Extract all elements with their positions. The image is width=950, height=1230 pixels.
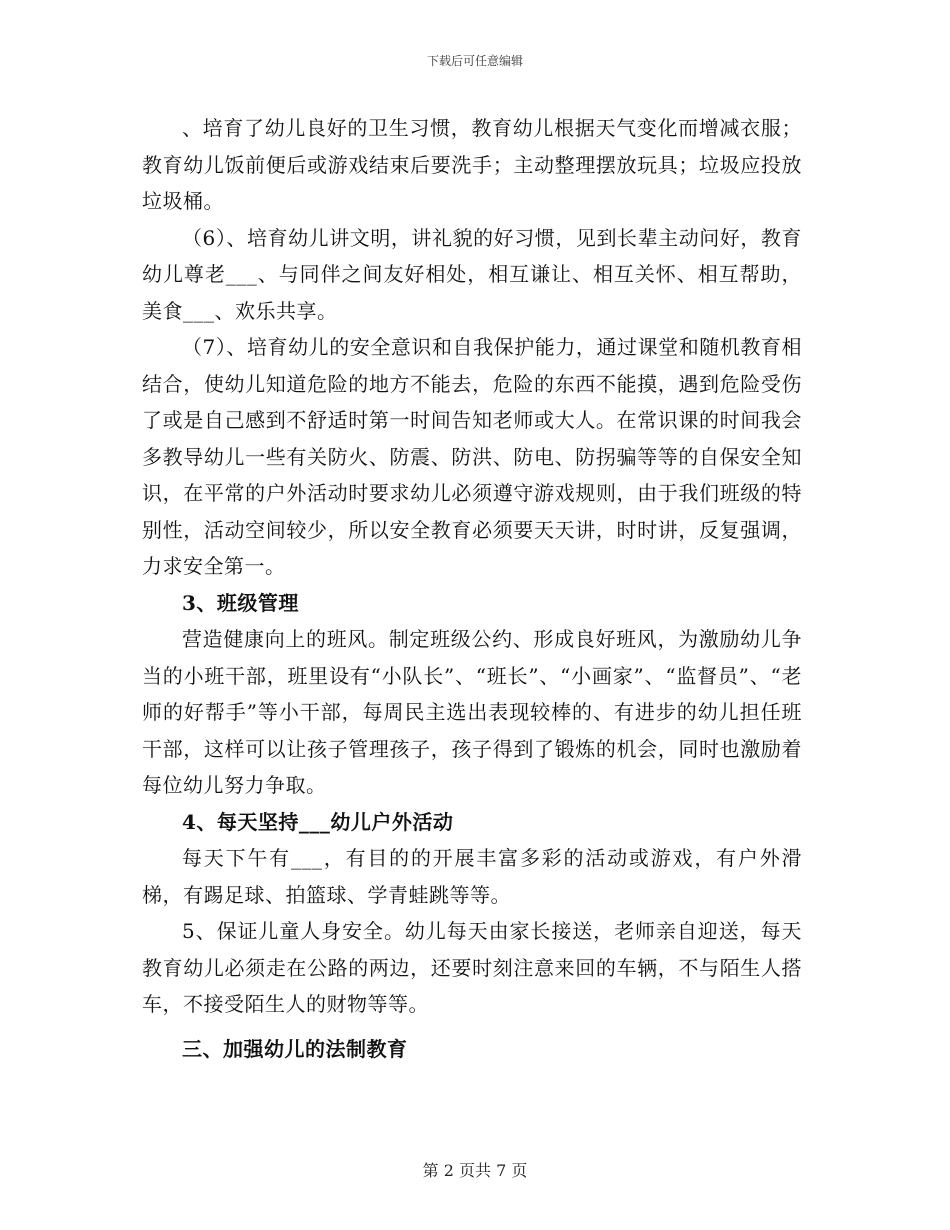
heading-outdoor-activity: 4、每天坚持___幼儿户外活动 xyxy=(182,809,454,834)
paragraph-outdoor-activity: 每天下午有___，有目的的开展丰富多彩的活动或游戏，有户外滑梯，有踢足球、拍篮球、学青蛙跳等等。 xyxy=(142,846,802,907)
paragraph-personal-safety: 5、保证儿童人身安全。幼儿每天由家长接送，老师亲自迎送，每天教育幼儿必须走在公路的两边，还要时刻注意来回的车辆，不与陌生人搭车，不接受陌生人的财物等等。 xyxy=(142,919,802,1016)
paragraph-class-management: 营造健康向上的班风。制定班级公约、形成良好班风，为激励幼儿争当的小班干部，班里设有“小队长”、“班长”、“小画家”、“监督员”、“老师的好帮手”等小干部，每周民主选出表现较棒的、有进步的幼儿担任班干部，这样可以让孩子管理孩子，孩子得到了锻炼的机会，同时也激励着每位幼儿努力争取。 xyxy=(142,627,802,797)
page-footer: 第 2 页共 7 页 xyxy=(422,1161,528,1180)
page-header: 下载后可任意编辑 xyxy=(426,54,523,68)
heading-class-management: 3、班级管理 xyxy=(182,590,299,615)
paragraph-hygiene: 、培育了幼儿良好的卫生习惯，教育幼儿根据天气变化而增减衣服；教育幼儿饭前便后或游戏结束后要洗手；主动整理摆放玩具；垃圾应投放垃圾桶。 xyxy=(142,116,802,213)
document-body xyxy=(142,110,802,1067)
heading-legal-education: 三、加强幼儿的法制教育 xyxy=(182,1036,408,1061)
paragraph-manners: （6）、培育幼儿讲文明，讲礼貌的好习惯，见到长辈主动问好，教育幼儿尊老___、与同伴之间友好相处，相互谦让、相互关怀、相互帮助，美食___、欢乐共享。 xyxy=(142,225,802,323)
paragraph-safety: （7）、培育幼儿的安全意识和自我保护能力，通过课堂和随机教育相结合，使幼儿知道危险的地方不能去，危险的东西不能摸，遇到危险受伤了或是自己感到不舒适时第一时间告知老师或大人。在常识课的时间我会多教导幼儿一些有关防火、防震、防洪、防电、防拐骗等等的自保安全知识，在平常的户外活动时要求幼儿必须遵守游戏规则，由于我们班级的特别性，活动空间较少，所以安全教育必须要天天讲，时时讲，反复强调，力求安全第一。 xyxy=(142,335,802,578)
